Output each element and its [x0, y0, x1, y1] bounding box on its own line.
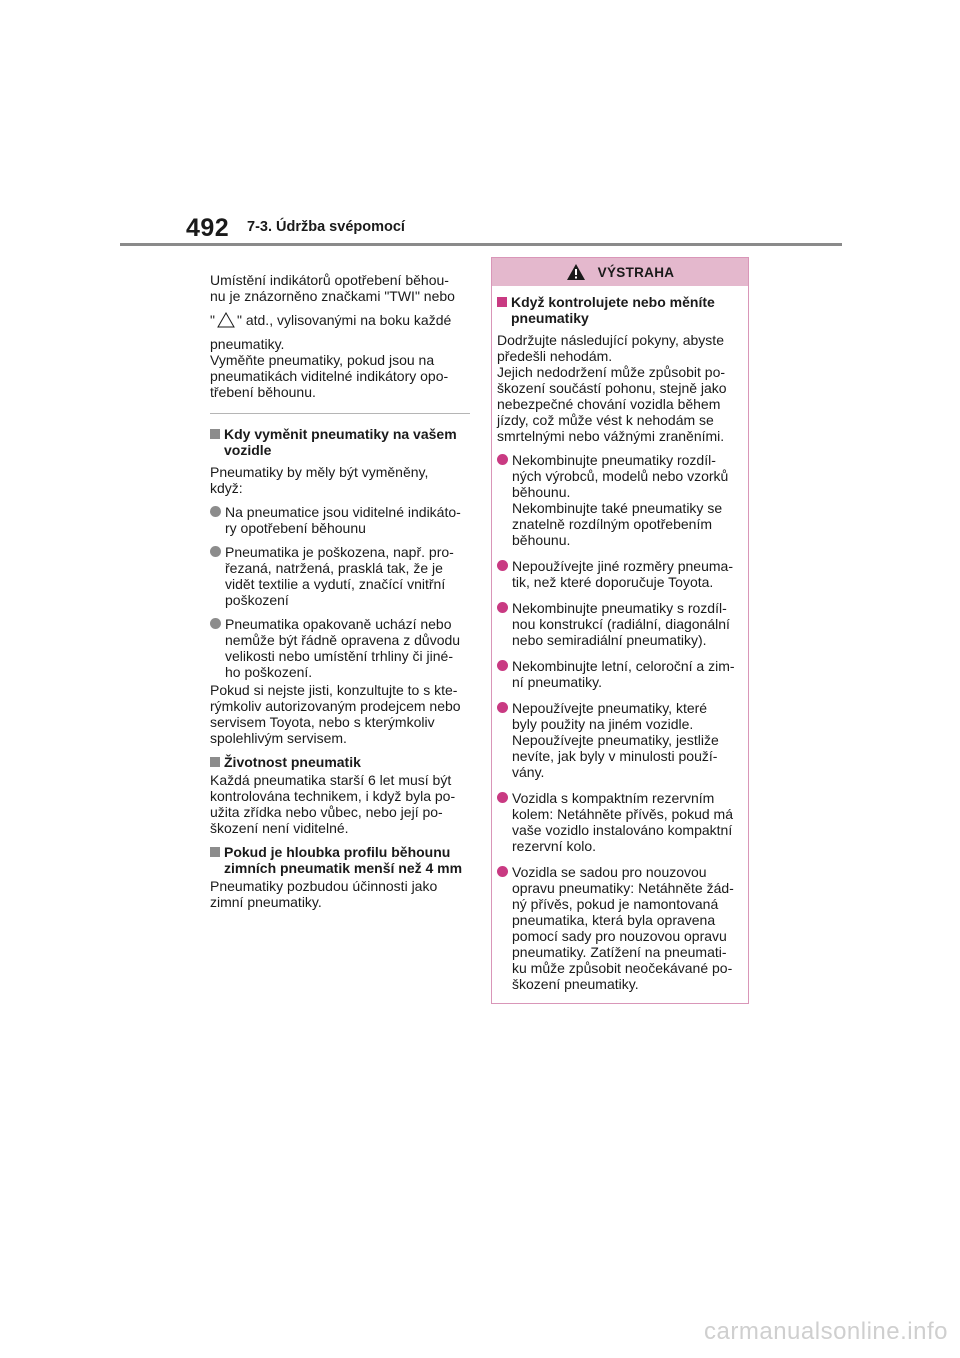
section-heading: Životnost pneumatik: [224, 754, 361, 770]
list-item: Vozidla se sadou pro nouzovou opravu pneumatiky: Netáhněte žád- ný přívěs, pokud je namontovaná pneumatika, která byla opravena pomocí sady pro nouzovou opravu pneumatiky. Zatížení na pneumati- ku může způsobit neočekávané po- škození pneumatiky.: [497, 864, 742, 992]
round-bullet-icon: [210, 618, 221, 629]
section-when-replace: [210, 426, 470, 458]
square-bullet-icon: [210, 429, 220, 439]
warning-label: VÝSTRAHA: [597, 264, 675, 280]
list-item: Nekombinujte pneumatiky rozdíl- ných výrobců, modelů nebo vzorků běhounu. Nekombinujte také pneumatiky se znatelně rozdílným opotřebením běhounu.: [497, 452, 742, 548]
warning-heading: Když kontrolujete nebo měníte pneumatiky: [497, 294, 742, 326]
square-bullet-icon: [497, 297, 507, 307]
list-item: Na pneumatice jsou viditelné indikáto- ry opotřebení běhounu: [210, 504, 470, 536]
list-item: Pneumatika opakovaně uchází nebo nemůže být řádně opravena z důvodu velikosti nebo umístění trhliny či jiné- ho poškození.: [210, 616, 470, 680]
section-text: Pokud si nejste jisti, konzultujte to s kte- rýmkoliv autorizovaným prodejcem nebo servisem Toyota, nebo s kterýmkoliv spolehlivým servisem.: [210, 682, 461, 746]
watermark: carmanualsonline.info: [704, 1318, 948, 1345]
section-tire-lifetime: [210, 754, 470, 770]
round-bullet-icon: [497, 660, 508, 671]
section-text: Pneumatiky pozbudou účinnosti jako zimní pneumatiky.: [210, 878, 438, 910]
left-column: [210, 272, 470, 918]
section-winter-depth: [210, 844, 470, 876]
square-bullet-icon: [210, 847, 220, 857]
section-heading: Kdy vyměnit pneumatiky na vašem vozidle: [224, 426, 457, 458]
page-number: 492: [186, 214, 230, 242]
warning-triangle-icon: [566, 263, 586, 281]
round-bullet-icon: [497, 866, 508, 877]
warning-body: [492, 286, 748, 992]
section-title: 7-3. Údržba svépomocí: [247, 219, 405, 235]
round-bullet-icon: [497, 792, 508, 803]
section-text: Každá pneumatika starší 6 let musí být kontrolována technikem, i když byla po- užita zřídka nebo vůbec, nebo její po- škození není viditelné.: [210, 772, 456, 836]
tread-wear-triangle-icon: [217, 312, 235, 328]
list-item: Nekombinujte letní, celoroční a zim- ní pneumatiky.: [497, 658, 742, 690]
list-item: Pneumatika je poškozena, např. pro- řezaná, natržená, prasklá tak, že je vidět textilie a vydutí, značící vnitřní poškození: [210, 544, 470, 608]
round-bullet-icon: [210, 546, 221, 557]
round-bullet-icon: [497, 560, 508, 571]
warning-intro: Dodržujte následující pokyny, abyste předešli nehodám. Jejich nedodržení může způsobit po- škození součástí pohonu, stejně jako nebezpečné chování vozidla během jízdy, což může vést k nehodám se smrtelnými nebo vážnými zraněními.: [497, 332, 727, 444]
section-divider: [210, 413, 470, 414]
section-heading: Pokud je hloubka profilu běhounu zimních pneumatik menší než 4 mm: [224, 844, 463, 876]
intro-paragraph-2: " " atd., vylisovanými na boku každé: [210, 312, 452, 328]
round-bullet-icon: [497, 454, 508, 465]
intro-paragraph-3: pneumatiky. Vyměňte pneumatiky, pokud jsou na pneumatikách viditelné indikátory opo- třebení běhounu.: [210, 336, 449, 400]
list-item: Nepoužívejte jiné rozměry pneuma- tik, než které doporučuje Toyota.: [497, 558, 742, 590]
header-divider: [120, 243, 842, 246]
page-header: [0, 0, 960, 250]
list-item: Nepoužívejte pneumatiky, které byly použity na jiném vozidle. Nepoužívejte pneumatiky, jestliže nevíte, jak byly v minulosti použí- vány.: [497, 700, 742, 780]
section-text: Pneumatiky by měly být vyměněny, když:: [210, 464, 429, 496]
round-bullet-icon: [210, 506, 221, 517]
list-item: Vozidla s kompaktním rezervním kolem: Netáhněte přívěs, pokud má vaše vozidlo instalováno kompaktní rezervní kolo.: [497, 790, 742, 854]
round-bullet-icon: [497, 602, 508, 613]
warning-header: [492, 258, 748, 286]
intro-paragraph-1: Umístění indikátorů opotřebení běhou- nu je znázorněno značkami "TWI" nebo: [210, 272, 455, 304]
list-item: Nekombinujte pneumatiky s rozdíl- nou konstrukcí (radiální, diagonální nebo semiradiální pneumatiky).: [497, 600, 742, 648]
round-bullet-icon: [497, 702, 508, 713]
warning-box: [491, 257, 749, 1004]
square-bullet-icon: [210, 757, 220, 767]
